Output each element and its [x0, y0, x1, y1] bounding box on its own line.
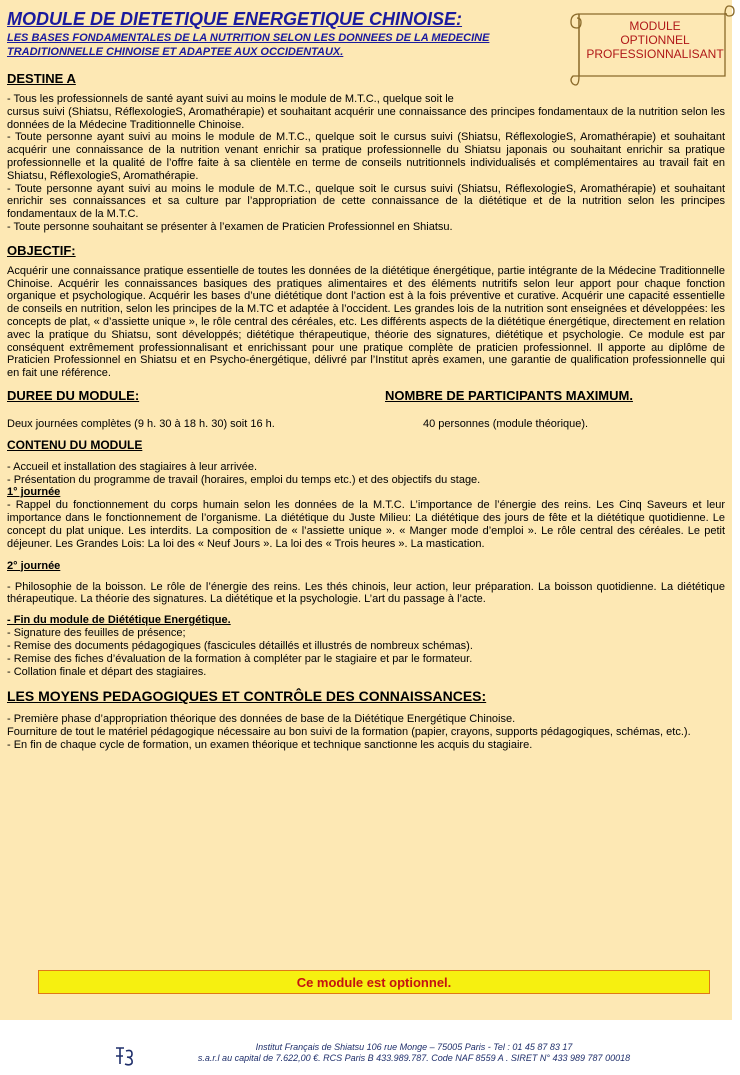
- page-title: MODULE DE DIETETIQUE ENERGETIQUE CHINOISE:: [7, 9, 463, 29]
- footer-address: Institut Français de Shiatsu 106 rue Monge – 75005 Paris - Tel : 01 45 87 83 17: [255, 1042, 573, 1052]
- moyens-section: [7, 713, 725, 751]
- document-content: [7, 10, 725, 752]
- moyens-paragraph-1: - Première phase d’appropriation théorique des données de base de la Diététique Energétique Chinoise.: [7, 713, 516, 726]
- moyens-paragraph-2: Fourniture de tout le matériel pédagogique nécessaire au bon suivi de la formation (papier, crayons, supports pédagogiques, schémas, etc.).: [7, 726, 691, 739]
- destine-paragraph-3: - Toute personne ayant suivi au moins le module de M.T.C., quelque soit le cursus suivi (Shiatsu, RéflexologieS, Aromathérapie) et souhaitant enrichir ses connaissances et sa culture par l’appropriation de cette connaissance de la diététique et de la nutrition selon les principes fondamentaux de la M.T.C.: [7, 182, 725, 221]
- destine-section: [7, 93, 725, 234]
- destine-paragraph-1b: cursus suivi (Shiatsu, RéflexologieS, Aromathérapie) et souhaitant acquérir une connaissance des principes fondamentaux de la nutrition selon les données de la Médecine Traditionnelle Chinoise.: [7, 105, 725, 131]
- objectif-text: Acquérir une connaissance pratique essentielle de toutes les données de la diététique énergétique, partie intégrante de la Médecine Traditionnelle Chinoise. Acquérir les connaissances basiques des pratiques alimentaires et des éléments nutritifs selon leur apport pour chaque fonction organique et psychologique. Acquérir les bases d’une diététique dont l’action est à la fois préventive et curative. Acquérir une capacité essentielle de conseils en nutrition, selon les principes de la M.TC et adaptée à l’occident. Les grandes lois de la nutrition sont enseignées et développées: les concepts de plat, « d’assiette unique », le rôle central des céréales, etc. Les différents aspects de la diététique énergétique, directement en relation avec la pratique du Shiatsu, sont développés; diététique thérapeutique, théorie des signatures, diététique et psychologie. Ce module est par conséquent extrêmement professionnalisant et enrichissant pour une pratique complète de praticien professionnel. Il apporte au diplôme de Praticien Professionnel en Shiatsu et en Psycho-énergétique, délivré par l’Institut après examen, une garantie de qualification professionnelle qui en fait une référence.: [7, 264, 725, 380]
- footer: [0, 1030, 740, 1070]
- institute-logo-icon: [112, 1045, 136, 1067]
- badge-line-2: OPTIONNEL: [620, 33, 690, 47]
- fin-heading: - Fin du module de Diététique Energétique.: [7, 614, 231, 627]
- footer-text: [144, 1042, 684, 1064]
- fin-item: - Signature des feuilles de présence;: [7, 627, 186, 640]
- day1-text: - Rappel du fonctionnement du corps humain selon les données de la M.T.C. L’importance de l’énergie des reins. Les Cinq Saveurs et leur importance dans le fonctionnement de l’organisme. La diététique du Juste Milieu: La diététique des jours de fête et la diététique quotidienne. Le concept du plat unique. Les interdits. La composition de « l’assiette unique ». « Manger mode d’emploi ». Le rôle central des céréales. Le petit déjeuner. Les Grandes Lois: La loi des « Neuf Jours ». La loi des « Trois heures ». La mastication.: [7, 499, 725, 550]
- badge-line-3: PROFESSIONNALISANT: [586, 47, 724, 61]
- duree-text: Deux journées complètes (9 h. 30 à 18 h. 30) soit 16 h.: [7, 417, 275, 430]
- participants-heading: NOMBRE DE PARTICIPANTS MAXIMUM.: [385, 387, 633, 403]
- contenu-intro-2: - Présentation du programme de travail (horaires, emploi du temps etc.) et des objectifs du stage.: [7, 473, 481, 486]
- badge-line-1: MODULE: [629, 19, 681, 33]
- fin-item: - Remise des documents pédagogiques (fascicules détaillés et illustrés de nombreux schémas).: [7, 639, 473, 652]
- duree-participants-values: [7, 418, 725, 431]
- destine-heading: DESTINE A: [7, 71, 76, 86]
- destine-paragraph-2: - Toute personne ayant suivi au moins le module de M.T.C., quelque soit le cursus suivi (Shiatsu, RéflexologieS, Aromathérapie) et souhaitant acquérir une connaissance de la nutrition venant enrichir sa pratique professionnelle du Shiatsu japonais ou souhaitant enrichir sa pratique professionnelle et la qualité de l’offre faite à sa clientèle en terme de conseils nutritionnels individualisés et complémentaires au travail fait en Shiatsu, RéflexologieS, Aromathérapie.: [7, 131, 725, 182]
- destine-paragraph-4: - Toute personne souhaitant se présenter à l’examen de Praticien Professionnel en Shiatsu.: [7, 220, 453, 233]
- day2-text: - Philosophie de la boisson. Le rôle de l’énergie des reins. Les thés chinois, leur action, leur préparation. La boisson quotidienne. La diététique thérapeutique. La théorie des signatures. La diététique et la psychologie. L’art du passage à l’acte.: [7, 580, 725, 606]
- moyens-heading: LES MOYENS PEDAGOGIQUES ET CONTRÔLE DES CONNAISSANCES:: [7, 688, 487, 705]
- fin-item: - Collation finale et départ des stagiaires.: [7, 665, 207, 678]
- contenu-heading: CONTENU DU MODULE: [7, 437, 143, 452]
- contenu-section: [7, 461, 725, 679]
- objectif-heading: OBJECTIF:: [7, 242, 76, 258]
- optional-notice-banner: [38, 970, 710, 994]
- day1-heading: 1° journée: [7, 486, 61, 499]
- fin-item: - Remise des fiches d’évaluation de la formation à compléter par le stagiaire et par le formateur.: [7, 652, 473, 665]
- optional-notice-text: Ce module est optionnel.: [296, 974, 452, 990]
- participants-text: 40 personnes (module théorique).: [423, 417, 589, 430]
- duree-heading: DUREE DU MODULE:: [7, 387, 140, 403]
- contenu-intro-1: - Accueil et installation des stagiaires à leur arrivée.: [7, 460, 258, 473]
- duree-participants-headings: [7, 388, 725, 404]
- day2-heading: 2° journée: [7, 559, 61, 572]
- destine-paragraph-1a: - Tous les professionnels de santé ayant suivi au moins le module de M.T.C., quelque soit le: [7, 93, 454, 105]
- moyens-paragraph-3: - En fin de chaque cycle de formation, un examen théorique et technique sanctionne les acquis du stagiaire.: [7, 738, 533, 751]
- page-subtitle: LES BASES FONDAMENTALES DE LA NUTRITION SELON LES DONNEES DE LA MEDECINE TRADITIONNELLE CHINOISE ET ADAPTEE AUX OCCIDENTAUX.: [7, 32, 490, 58]
- footer-legal: s.a.r.l au capital de 7.622,00 €. RCS Paris B 433.989.787. Code NAF 8559 A . SIRET N° 433 989 787 00018: [197, 1053, 631, 1063]
